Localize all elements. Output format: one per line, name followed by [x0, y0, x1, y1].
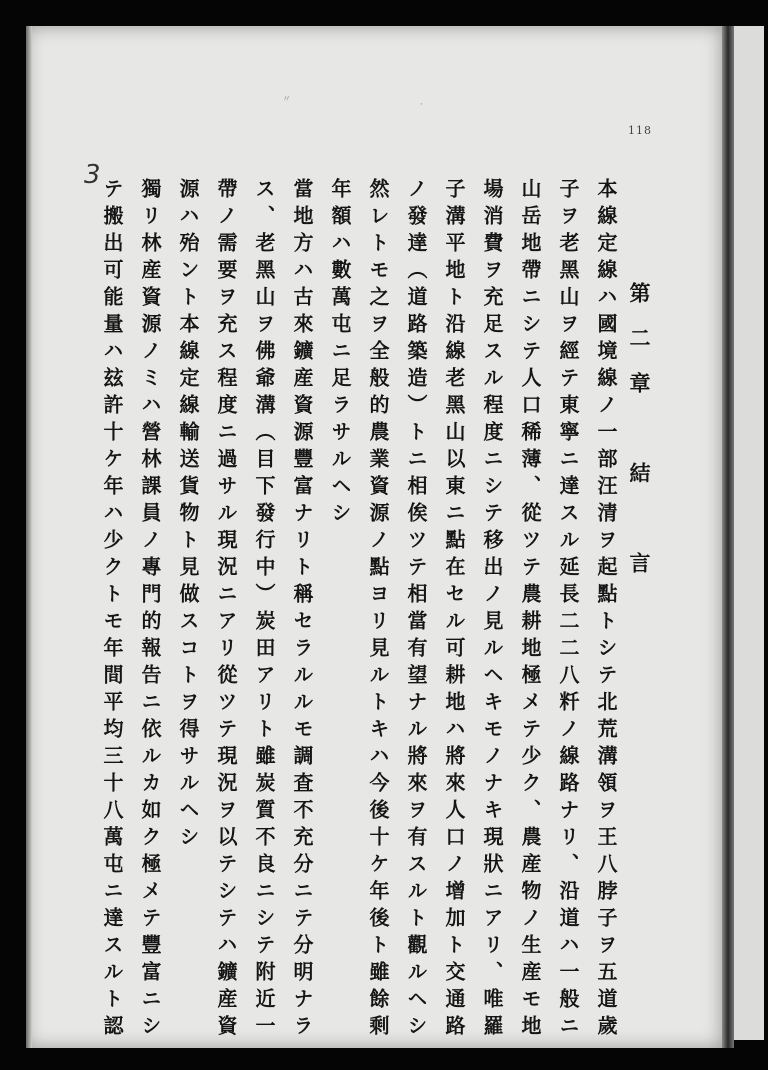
text-column-5: 子溝平地ト沿線老黑山以東ニ點在セル可耕地ハ將來人口ノ增加ト交通路: [442, 178, 466, 1042]
text-column-3: 山岳地帶ニシテ人口稀薄、從ツテ農耕地極メテ少ク、農産物ノ生産モ地: [518, 178, 542, 1042]
margin-handwritten-mark: 3: [84, 160, 101, 190]
ink-smudge: ·: [420, 100, 423, 110]
text-column-12: 源ハ殆ント本線定線輸送貨物ト見做スコトヲ得サルヘシ: [176, 178, 200, 853]
text-column-1: 本線定線ハ國境線ノ一部汪清ヲ起點トシテ北荒溝領ヲ王八脖子ヲ五道歲: [594, 178, 618, 1042]
ink-smudge: 〃: [282, 95, 292, 105]
text-column-10: ス、老黑山ヲ佛爺溝（目下發行中）炭田アリト雖炭質不良ニシテ附近一: [252, 178, 276, 1042]
page-number: 118: [628, 124, 652, 137]
text-column-6: ノ發達（道路築造）トニ相俟ツテ相當有望ナル將來ヲ有スルト觀ルヘシ: [404, 178, 428, 1042]
chapter-heading: 第二章 結 言: [627, 282, 652, 597]
adjacent-page-edge: [734, 26, 764, 1040]
text-column-4: 場消費ヲ充足スル程度ニシテ移出ノ見ルヘキモノナキ現狀ニアリ、唯羅: [480, 178, 504, 1042]
text-column-14: テ搬出可能量ハ玆許十ケ年ハ少クトモ年間平均三十八萬屯ニ達スルト認: [100, 178, 124, 1042]
text-column-8: 年額ハ數萬屯ニ足ラサルヘシ: [328, 178, 352, 529]
text-column-7: 然レトモ之ヲ全般的農業資源ノ點ヨリ見ルトキハ今後十ケ年後ト雖餘剩: [366, 178, 390, 1042]
text-column-9: 當地方ハ古來鑛産資源豐富ナリト稱セラルルモ調査不充分ニテ分明ナラ: [290, 178, 314, 1042]
text-column-2: 子ヲ老黑山ヲ經テ東寧ニ達スル延長二二八粁ノ線路ナリ、沿道ハ一般ニ: [556, 178, 580, 1042]
binding-gutter: [722, 26, 734, 1048]
text-column-13: 獨リ林産資源ノミハ營林課員ノ專門的報告ニ依ルカ如ク極メテ豐富ニシ: [138, 178, 162, 1042]
text-column-11: 帶ノ需要ヲ充ス程度ニ過サル現況ニアリ從ツテ現況ヲ以テシテハ鑛産資: [214, 178, 238, 1042]
page-edge-shadow: [26, 26, 32, 1048]
